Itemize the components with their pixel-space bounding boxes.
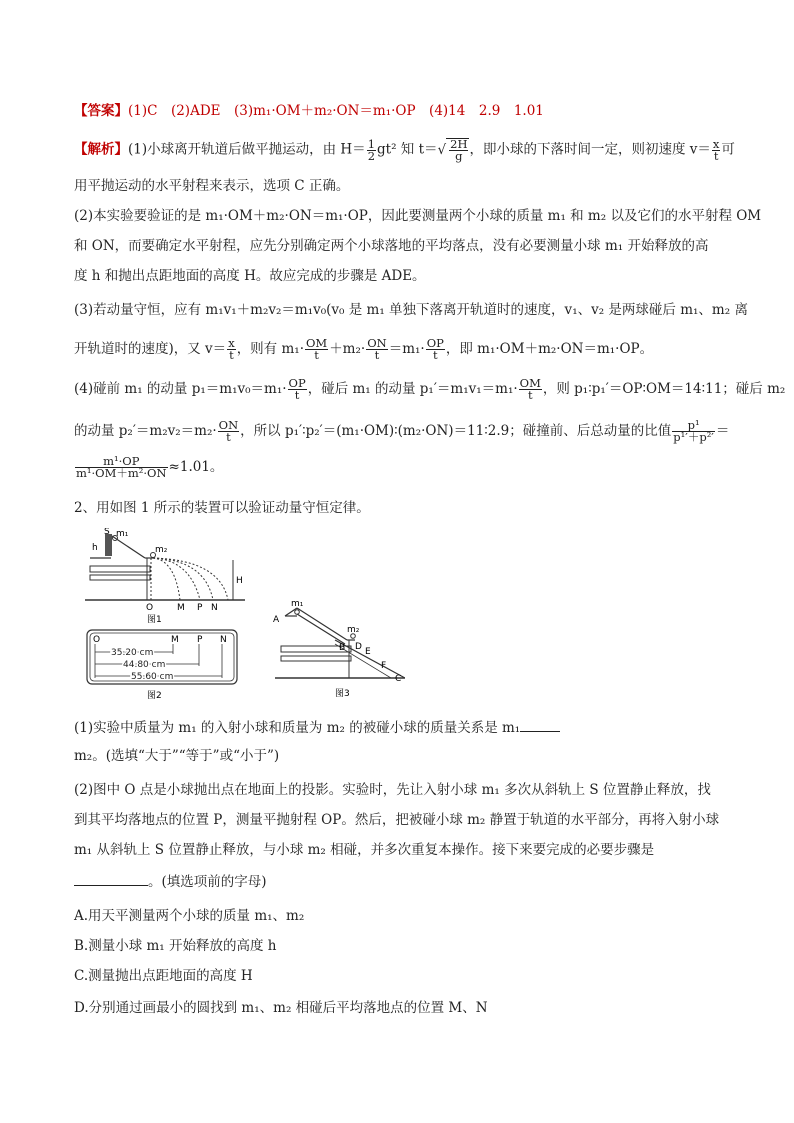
answer-blank-2[interactable]	[74, 873, 148, 886]
label-N: N	[211, 603, 218, 613]
fraction-on-t-2: $\frac{ON}{t}$	[218, 418, 239, 444]
question-1-line-2: m₂。(选填“大于”“等于”或“小于”)	[74, 748, 280, 764]
option-b: B.测量小球 m₁ 开始释放的高度 h	[74, 938, 277, 954]
answer-tag: 【答案】	[74, 103, 128, 119]
fig3-label-F: F	[381, 661, 387, 671]
analysis-line-1	[74, 136, 735, 163]
distance-OP: 44.80 cm	[123, 660, 166, 670]
fig3-label-C: C	[395, 674, 402, 684]
fig3-label-D: D	[355, 642, 362, 652]
distance-ON: 55.60 cm	[131, 672, 174, 682]
answer-blank-1[interactable]	[520, 719, 560, 732]
caption-fig3: 图3	[335, 689, 350, 699]
apparatus-figure	[85, 528, 405, 708]
question-1-line-1: (1)实验中质量为 m₁ 的入射小球和质量为 m₂ 的被碰小球的质量关系是 m₁	[74, 718, 732, 738]
analysis-line-7: 开轨道时的速度)，又 v＝ $\frac{x}{t}$ ，则有 m₁· $\frac{OM}{t}$ ＋m₂· $\frac{ON}{t}$ ＝m₁· $\frac{OP}{t}$ ，即 m₁·OM＋m₂·ON＝m₁·OP。	[74, 336, 654, 362]
analysis-line-4: 和 ON，而要确定水平射程，应先分别确定两个小球落地的平均落点，没有必要测量小球 m₁ 开始释放的高	[74, 238, 709, 254]
question-2-line-1: (2)图中 O 点是小球抛出点在地面上的投影。实验时，先让入射小球 m₁ 多次从斜轨上 S 位置静止释放，找	[74, 782, 711, 798]
option-d: D.分别通过画最小的圆找到 m₁、m₂ 相碰后平均落地点的位置 M、N	[74, 1000, 488, 1016]
option-c: C.测量抛出点距地面的高度 H	[74, 968, 253, 984]
answer-line	[74, 101, 732, 121]
analysis-line-10: $\frac{\text{m¹·OP}}{\text{m¹·OM＋m²·ON}}$ ≈1.01。	[76, 454, 224, 480]
figure-1	[85, 528, 245, 625]
label-h: h	[92, 543, 98, 553]
figure-3	[273, 599, 405, 699]
caption-fig1: 图1	[147, 615, 162, 625]
label-P: P	[197, 603, 203, 613]
fig3-label-m1: m₁	[291, 599, 304, 609]
fig3-label-B: B	[339, 643, 346, 653]
fraction-xt-2: $\frac{x}{t}$	[228, 336, 235, 362]
fig3-label-A: A	[273, 615, 280, 625]
fig2-label-M: M	[171, 635, 179, 645]
analysis-text: ，即小球的下落时间一定，则初速度 v＝	[469, 141, 711, 158]
fraction-om-t-2: $\frac{OM}{t}$	[519, 376, 541, 402]
fig2-label-O: O	[93, 635, 101, 645]
label-m2: m₂	[155, 545, 168, 555]
fig3-label-E: E	[365, 647, 371, 657]
option-a: A.用天平测量两个小球的质量 m₁、m₂	[74, 908, 305, 924]
analysis-line-3: (2)本实验要验证的是 m₁·OM＋m₂·ON＝m₁·OP，因此要测量两个小球的质量 m₁ 和 m₂ 以及它们的水平射程 OM	[74, 208, 762, 224]
question-2-line-2: 到其平均落地点的位置 P，测量平抛射程 OP。然后，把被碰小球 m₂ 静置于轨道的水平部分，再将入射小球	[74, 812, 720, 828]
analysis-text: gt² 知 t＝	[377, 141, 438, 158]
fraction-xt: $\frac{x}{t}$	[712, 136, 720, 163]
ramp-block	[105, 534, 112, 556]
figure-2	[87, 630, 237, 701]
label-H: H	[236, 576, 243, 586]
label-m1: m₁	[116, 529, 129, 539]
fig2-label-P: P	[197, 635, 203, 645]
analysis-line-9: 的动量 p₂′＝m₂v₂＝m₂· $\frac{ON}{t}$ ，所以 p₁′∶p₂′＝(m₁·OM)∶(m₂·ON)＝11∶2.9；碰撞前、后总动量的比值 $\frac{\text{p¹}}{\text{p¹′＋p²′}}$ ＝	[74, 418, 730, 444]
fraction-half: $\frac{1}{2}$	[367, 136, 376, 163]
fraction-om-t: $\frac{OM}{t}$	[305, 336, 328, 362]
question-2-line-3: m₁ 从斜轨上 S 位置静止释放，与小球 m₂ 相碰，并多次重复本操作。接下来要完成的必要步骤是	[74, 842, 655, 858]
analysis-text: 可	[721, 141, 735, 158]
fig3-label-m2: m₂	[347, 625, 360, 635]
analysis-tag: 【解析】	[74, 141, 128, 158]
analysis-line-6: (3)若动量守恒，应有 m₁v₁＋m₂v₂＝m₁v₀(v₀ 是 m₁ 单独下落离开轨道时的速度，v₁、v₂ 是两球碰后 m₁、m₂ 离	[74, 302, 748, 318]
fraction-op-t: $\frac{OP}{t}$	[426, 336, 444, 362]
question-2-line-4: 。(填选项前的字母)	[74, 872, 732, 892]
label-S: S	[104, 528, 110, 537]
fraction-momentum-ratio: $\frac{\text{p¹}}{\text{p¹′＋p²′}}$	[673, 418, 714, 444]
distance-OM: 35.20 cm	[111, 648, 154, 658]
fig2-label-N: N	[220, 635, 227, 645]
fraction-final-ratio: $\frac{\text{m¹·OP}}{\text{m¹·OM＋m²·ON}}$	[76, 454, 167, 480]
answer-text: (1)C (2)ADE (3)m₁·OM＋m₂·ON＝m₁·OP (4)14 2.9 1.01	[128, 103, 544, 119]
question-intro: 2、用如图 1 所示的装置可以验证动量守恒定律。	[74, 500, 370, 516]
analysis-line-8: (4)碰前 m₁ 的动量 p₁＝m₁v₀＝m₁· $\frac{OP}{t}$ ，碰后 m₁ 的动量 p₁′＝m₁v₁＝m₁· $\frac{OM}{t}$ ，则 p₁∶p₁′＝OP∶OM＝14∶11；碰后 m₂	[74, 376, 786, 402]
sqrt-expression: √ $\frac{2H}{g}$	[437, 137, 468, 163]
label-O: O	[146, 603, 154, 613]
fraction-on-t: $\frac{ON}{t}$	[367, 336, 387, 362]
analysis-text: (1)小球离开轨道后做平抛运动，由 H＝	[128, 141, 366, 158]
label-M: M	[177, 603, 185, 613]
analysis-line-5: 度 h 和抛出点距地面的高度 H。故应完成的步骤是 ADE。	[74, 268, 426, 284]
analysis-line-2: 用平抛运动的水平射程来表示，选项 C 正确。	[74, 178, 350, 194]
caption-fig2: 图2	[147, 691, 162, 701]
fraction-op-t-2: $\frac{OP}{t}$	[288, 376, 306, 402]
